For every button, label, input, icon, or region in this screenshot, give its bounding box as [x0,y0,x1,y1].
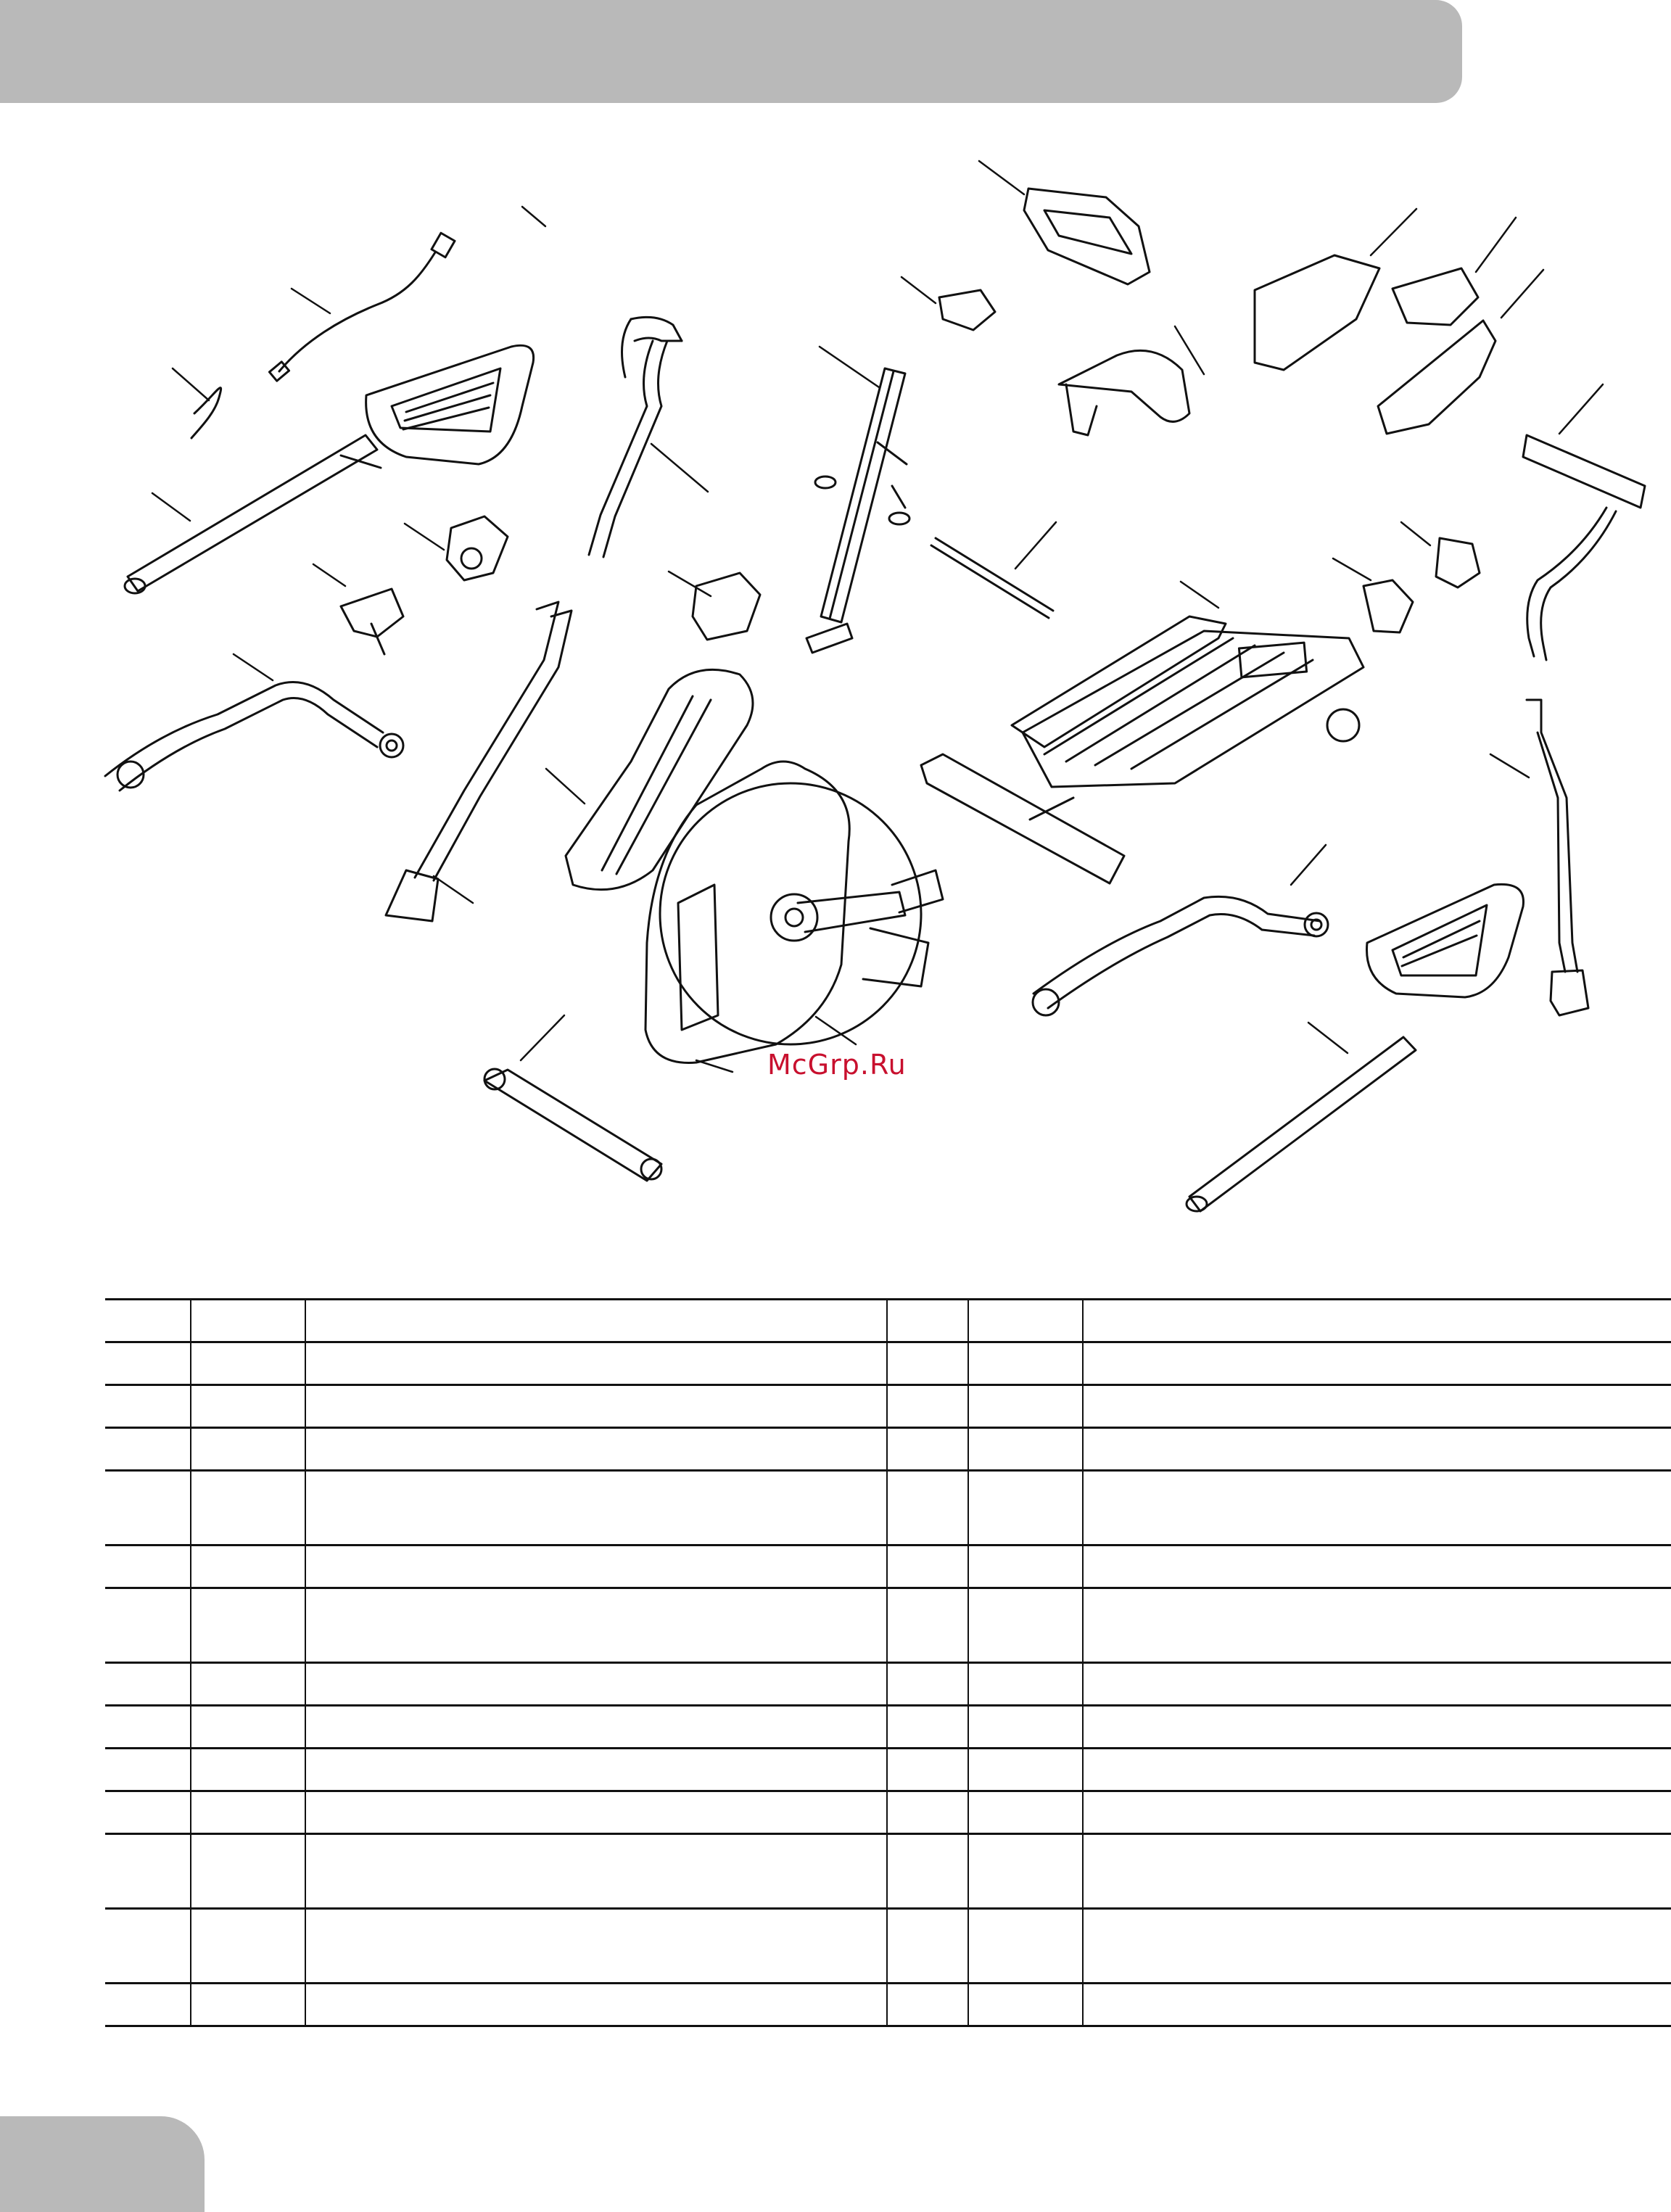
left-pedal-arm [125,345,534,593]
crank-cover [693,573,760,640]
right-lower-link [1033,896,1328,1015]
header-bar [0,0,1462,103]
table-row [105,1663,1671,1706]
right-bracket-parts [1363,538,1480,632]
exploded-parts-diagram [0,109,1671,1269]
rear-rail-frame [1012,616,1363,787]
upright-post [806,368,909,653]
left-lower-handlebar [386,602,572,921]
table-row [105,1385,1671,1428]
table-row [105,1471,1671,1545]
table-row [105,1909,1671,1984]
table-row [105,1545,1671,1588]
left-upper-handlebar [589,317,682,557]
rear-shroud [566,669,753,889]
table-row [105,1300,1671,1342]
pivot-tube [931,538,1053,618]
right-upper-handlebar [1523,435,1645,660]
watermark: McGrp.Ru [767,1049,907,1081]
right-pedal-arm [1187,884,1524,1211]
table-row [105,1706,1671,1749]
base-rail [484,1069,661,1181]
footer-page-tab [0,2116,205,2212]
table-row [105,1791,1671,1834]
table-row [105,1984,1671,2026]
table-row [105,1749,1671,1791]
parts-list-table [105,1298,1671,2027]
right-lower-handlebar [1527,700,1588,1015]
drive-housing [645,762,943,1062]
front-stabilizer [921,754,1124,883]
console [1024,189,1150,284]
parts-table-body [105,1300,1671,2026]
table-row [105,1428,1671,1471]
console-bracket [939,290,995,330]
left-lower-link [105,682,403,791]
power-cord [191,233,455,438]
table-row [105,1834,1671,1909]
table-row [105,1588,1671,1663]
table-row [105,1342,1671,1385]
